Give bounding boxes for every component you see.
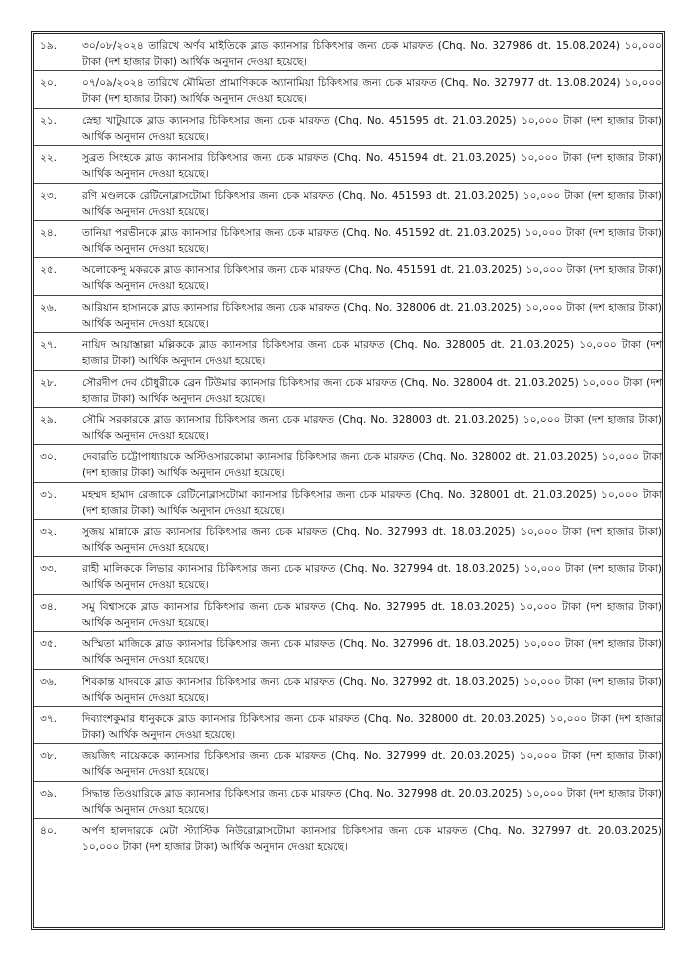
entry-number: ২৫.	[40, 264, 57, 277]
entry-number: ৩৭.	[40, 713, 57, 726]
entry-text: সিদ্ধান্ত তিওয়ারিকে ব্লাড ক্যানসার চিকিৎসার জন্য চেক মারফত (Chq. No. 327998 dt. 20.03.2025) ১০,০০০ টাকা (দশ হাজার টাকা) আর্থিক অনুদান দেওয়া হয়েছে।	[82, 787, 662, 816]
entry-text: মহম্মদ হামাদ রেজাকে রেটিনোব্লাসটোমা ক্যানসার চিকিৎসার জন্য চেক মারফত (Chq. No. 328001 dt. 21.03.2025) ১০,০০০ টাকা (দশ হাজার টাকা) আর্থিক অনুদান দেওয়া হয়েছে।	[82, 488, 662, 517]
list-item	[34, 445, 662, 482]
entry-text: শিবকান্ত যাদবকে ব্লাড ক্যানসার চিকিৎসার জন্য চেক মারফত (Chq. No. 327992 dt. 18.03.2025) ১০,০০০ টাকা (দশ হাজার টাকা) আর্থিক অনুদান দেওয়া হয়েছে।	[82, 675, 662, 704]
list-item	[34, 258, 662, 295]
list-item	[34, 595, 662, 632]
entry-number: ২৯.	[40, 413, 57, 426]
entry-number: ৩৬.	[40, 675, 57, 688]
list-item	[34, 34, 662, 71]
entry-number: ৩৪.	[40, 600, 57, 613]
list-item	[34, 819, 662, 856]
entry-number: ১৯.	[40, 40, 57, 52]
entry-number: ৩৫.	[40, 638, 57, 651]
entry-list	[34, 34, 662, 857]
list-item	[34, 670, 662, 707]
list-item	[34, 782, 662, 819]
entry-text: আরিয়ান হাসানকে ব্লাড ক্যানসার চিকিৎসার জন্য চেক মারফত (Chq. No. 328006 dt. 21.03.2025) ১০,০০০ টাকা (দশ হাজার টাকা) আর্থিক অনুদান দেওয়া হয়েছে।	[82, 301, 662, 330]
list-item	[34, 333, 662, 370]
entry-text: অলোকেন্দু মকরকে ব্লাড ক্যানসার চিকিৎসার জন্য চেক মারফত (Chq. No. 451591 dt. 21.03.2025) ১০,০০০ টাকা (দশ হাজার টাকা) আর্থিক অনুদান দেওয়া হয়েছে।	[82, 264, 662, 293]
entry-number: ৩৯.	[40, 787, 57, 800]
entry-text: রণি মণ্ডলকে রেটিনোব্লাসটোমা চিকিৎসার জন্য চেক মারফত (Chq. No. 451593 dt. 21.03.2025) ১০,০০০ টাকা (দশ হাজার টাকা) আর্থিক অনুদান দেওয়া হয়েছে।	[82, 189, 662, 218]
entry-text: দিব্যাংশকুমার ধানুককে ব্লাড ক্যানসার চিকিৎসার জন্য চেক মারফত (Chq. No. 328000 dt. 20.03.2025) ১০,০০০ টাকা (দশ হাজার টাকা) আর্থিক অনুদান দেওয়া হয়েছে।	[82, 713, 662, 742]
entry-text: রাহী মালিককে লিভার ক্যানসার চিকিৎসার জন্য চেক মারফত (Chq. No. 327994 dt. 18.03.2025) ১০,০০০ টাকা (দশ হাজার টাকা) আর্থিক অনুদান দেওয়া হয়েছে।	[82, 563, 662, 592]
entry-text: তানিয়া পরভীনকে ব্লাড ক্যানসার চিকিৎসার জন্য চেক মারফত (Chq. No. 451592 dt. 21.03.2025) ১০,০০০ টাকা (দশ হাজার টাকা) আর্থিক অনুদান দেওয়া হয়েছে।	[82, 226, 662, 255]
entry-text: অস্মিতা মাজিকে ব্লাড ক্যানসার চিকিৎসার জন্য চেক মারফত (Chq. No. 327996 dt. 18.03.2025) ১০,০০০ টাকা (দশ হাজার টাকা) আর্থিক অনুদান দেওয়া হয়েছে।	[82, 638, 662, 667]
entry-text: ৩০/০৮/২০২৪ তারিখে অর্ণব মাইতিকে ব্লাড ক্যানসার চিকিৎসার জন্য চেক মারফত (Chq. No. 327986 dt. 15.08.2024) ১০,০০০ টাকা (দশ হাজার টাকা) আর্থিক অনুদান দেওয়া হয়েছে।	[82, 40, 662, 68]
list-item	[34, 371, 662, 408]
entry-number: ২৩.	[40, 189, 57, 202]
entry-text: সমু বিশ্বাসকে ব্লাড ক্যানসার চিকিৎসার জন্য চেক মারফত (Chq. No. 327995 dt. 18.03.2025) ১০,০০০ টাকা (দশ হাজার টাকা) আর্থিক অনুদান দেওয়া হয়েছে।	[82, 600, 662, 629]
list-item	[34, 184, 662, 221]
list-item	[34, 71, 662, 108]
entry-number: ২৭.	[40, 339, 57, 352]
list-item	[34, 632, 662, 669]
list-item	[34, 146, 662, 183]
entry-number: ৩৩.	[40, 563, 57, 576]
list-item	[34, 408, 662, 445]
entry-text: সুব্রত সিংহকে ব্লাড ক্যানসার চিকিৎসার জন্য চেক মারফত (Chq. No. 451594 dt. 21.03.2025) ১০,০০০ টাকা (দশ হাজার টাকা) আর্থিক অনুদান দেওয়া হয়েছে।	[82, 152, 662, 181]
entry-number: ২৪.	[40, 226, 57, 239]
entry-number: ২১.	[40, 114, 57, 127]
entry-number: ৪০.	[40, 825, 57, 838]
list-item	[34, 520, 662, 557]
list-item	[34, 557, 662, 594]
entry-number: ২৬.	[40, 301, 57, 314]
list-item	[34, 744, 662, 781]
entry-text: সুজয় মান্নাকে ব্লাড ক্যানসার চিকিৎসার জন্য চেক মারফত (Chq. No. 327993 dt. 18.03.2025) ১০,০০০ টাকা (দশ হাজার টাকা) আর্থিক অনুদান দেওয়া হয়েছে।	[82, 526, 662, 555]
entry-number: ৩৮.	[40, 750, 57, 763]
entry-text: জয়জিৎ নায়েককে ক্যানসার চিকিৎসার জন্য চেক মারফত (Chq. No. 327999 dt. 20.03.2025) ১০,০০০ টাকা (দশ হাজার টাকা) আর্থিক অনুদান দেওয়া হয়েছে।	[82, 750, 662, 779]
list-item	[34, 221, 662, 258]
entry-number: ২৮.	[40, 376, 57, 389]
entry-number: ৩০.	[40, 451, 57, 464]
entry-text: নায়িদ আয়াস্তাল্লা মল্লিককে ব্লাড ক্যানসার চিকিৎসার জন্য চেক মারফত (Chq. No. 328005 dt. 21.03.2025) ১০,০০০ টাকা (দশ হাজার টাকা) আর্থিক অনুদান দেওয়া হয়েছে।	[82, 339, 662, 368]
list-item	[34, 109, 662, 146]
list-item	[34, 707, 662, 744]
entry-text: দেবারতি চট্টোপাধ্যায়কে অস্টিওসারকোমা ক্যানসার চিকিৎসার জন্য চেক মারফত (Chq. No. 328002 dt. 21.03.2025) ১০,০০০ টাকা (দশ হাজার টাকা) আর্থিক অনুদান দেওয়া হয়েছে।	[82, 451, 662, 480]
entry-text: সৌমি সরকারকে ব্লাড ক্যানসার চিকিৎসার জন্য চেক মারফত (Chq. No. 328003 dt. 21.03.2025) ১০,০০০ টাকা (দশ হাজার টাকা) আর্থিক অনুদান দেওয়া হয়েছে।	[82, 413, 662, 442]
entry-number: ২২.	[40, 152, 57, 165]
list-item	[34, 296, 662, 333]
entry-number: ৩১.	[40, 488, 57, 501]
entry-text: সৌরদীপ দেব চৌধুরীকে ব্রেন টিউমার ক্যানসার চিকিৎসার জন্য চেক মারফত (Chq. No. 328004 dt. 21.03.2025) ১০,০০০ টাকা (দশ হাজার টাকা) আর্থিক অনুদান দেওয়া হয়েছে।	[82, 376, 662, 405]
entry-number: ২০.	[40, 77, 57, 90]
entry-text: অর্পণ হালদারকে মেটা স্ট্যাস্টিক নিউরোব্লাসটোমা ক্যানসার চিকিৎসার জন্য চেক মারফত (Chq. No. 327997 dt. 20.03.2025) ১০,০০০ টাকা (দশ হাজার টাকা) আর্থিক অনুদান দেওয়া হয়েছে।	[82, 825, 662, 854]
entry-number: ৩২.	[40, 526, 57, 539]
entry-text: স্নেহা খাটুয়াকে ব্লাড ক্যানসার চিকিৎসার জন্য চেক মারফত (Chq. No. 451595 dt. 21.03.2025) ১০,০০০ টাকা (দশ হাজার টাকা) আর্থিক অনুদান দেওয়া হয়েছে।	[82, 114, 662, 143]
entry-text: ০৭/০৯/২০২৪ তারিখে মৌমিতা প্রামাণিককে অ্যানামিয়া চিকিৎসার জন্য চেক মারফত (Chq. No. 327977 dt. 13.08.2024) ১০,০০০ টাকা (দশ হাজার টাকা) আর্থিক অনুদান দেওয়া হয়েছে।	[82, 77, 662, 106]
list-item	[34, 483, 662, 520]
document-frame	[31, 31, 665, 930]
